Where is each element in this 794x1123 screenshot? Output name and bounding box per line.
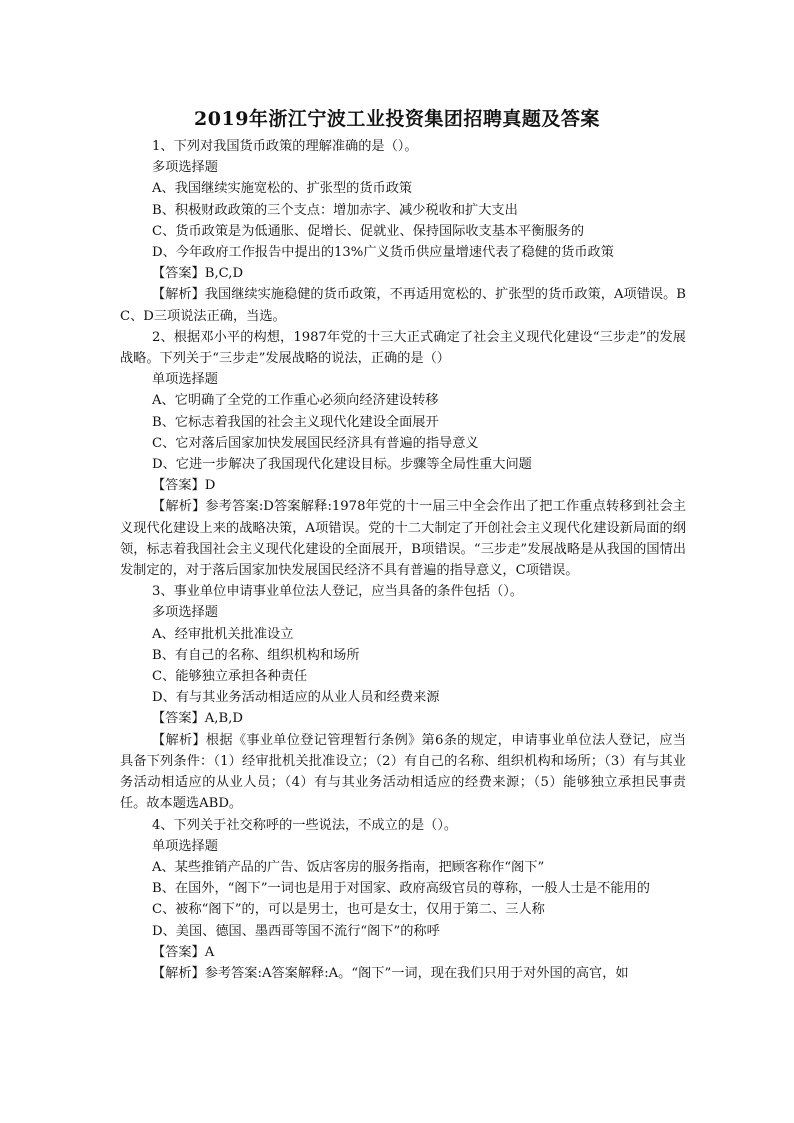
question-2-option-c: C、它对落后国家加快发展国民经济具有普遍的指导意义 bbox=[152, 435, 479, 451]
question-4-option-c: C、被称“阁下”的，可以是男士，也可是女士，仅用于第二、三人称 bbox=[152, 902, 545, 918]
question-3-option-d: D、有与其业务活动相适应的从业人员和经费来源 bbox=[152, 690, 440, 706]
question-4-option-b: B、在国外，“阁下”一词也是用于对国家、政府高级官员的尊称，一般人士是不能用的 bbox=[152, 881, 650, 897]
question-2-option-b: B、它标志着我国的社会主义现代化建设全面展开 bbox=[152, 414, 439, 430]
question-3-analysis: 【解析】根据《事业单位登记管理暂行条例》第6条的规定，申请事业单位法人登记，应当具备下列条件：（1）经审批机关批准设立；（2）有自己的名称、组织机构和场所；（3）有与其业务活动相适应的从业人员；（4）有与其业务活动相适应的经费来源；（5）能够独立承担民事责任。故本题选ABD。 bbox=[120, 732, 686, 812]
question-4-answer: 【答案】A bbox=[152, 944, 215, 960]
question-4-option-d: D、美国、德国、墨西哥等国不流行“阁下”的称呼 bbox=[152, 923, 440, 939]
question-1-option-c: C、货币政策是为低通胀、促增长、促就业、保持国际收支基本平衡服务的 bbox=[152, 223, 585, 239]
question-4-stem: 4、下列关于社交称呼的一些说法，不成立的是（）。 bbox=[152, 817, 458, 833]
question-4-analysis: 【解析】参考答案:A答案解释:A。“阁下”一词，现在我们只用于对外国的高官，如 bbox=[152, 965, 629, 981]
question-2-answer: 【答案】D bbox=[152, 478, 216, 494]
question-3-answer: 【答案】A,B,D bbox=[152, 711, 243, 727]
question-2-stem: 2、根据邓小平的构想，1987年党的十三大正式确定了社会主义现代化建设“三步走”的发展战略。下列关于“三步走”发展战略的说法，正确的是（） bbox=[120, 329, 686, 367]
question-2-option-d: D、它进一步解决了我国现代化建设目标。步骤等全局性重大问题 bbox=[152, 457, 532, 473]
question-2-type: 单项选择题 bbox=[152, 372, 218, 388]
question-1-option-a: A、我国继续实施宽松的、扩张型的货币政策 bbox=[152, 181, 413, 197]
document-body bbox=[120, 136, 686, 984]
question-1-type: 多项选择题 bbox=[152, 160, 218, 176]
question-1-option-b: B、积极财政政策的三个支点：增加赤字、减少税收和扩大支出 bbox=[152, 202, 518, 218]
question-3-option-c: C、能够独立承担各种责任 bbox=[152, 669, 308, 685]
question-3-option-a: A、经审批机关批准设立 bbox=[152, 626, 294, 642]
document-title: 2019年浙江宁波工业投资集团招聘真题及答案 bbox=[194, 108, 600, 130]
question-1-stem: 1、下列对我国货币政策的理解准确的是（）。 bbox=[152, 139, 418, 154]
question-3-type: 多项选择题 bbox=[152, 605, 218, 621]
question-1-analysis: 【解析】我国继续实施稳健的货币政策，不再适用宽松的、扩张型的货币政策，A项错误。BC、D三项说法正确，当选。 bbox=[120, 287, 686, 324]
question-1-option-d: D、今年政府工作报告中提出的13%广义货币供应量增速代表了稳健的货币政策 bbox=[152, 245, 614, 261]
question-4-type: 单项选择题 bbox=[152, 838, 218, 854]
question-3-stem: 3、事业单位申请事业单位法人登记，应当具备的条件包括（）。 bbox=[152, 584, 524, 600]
question-4-option-a: A、某些推销产品的广告、饭店客房的服务指南，把顾客称作“阁下” bbox=[152, 859, 545, 875]
question-1-answer: 【答案】B,C,D bbox=[152, 266, 244, 282]
question-2-option-a: A、它明确了全党的工作重心必须向经济建设转移 bbox=[152, 393, 439, 409]
question-3-option-b: B、有自己的名称、组织机构和场所 bbox=[152, 647, 360, 663]
question-2-analysis: 【解析】参考答案:D答案解释:1978年党的十一届三中全会作出了把工作重点转移到社会主义现代化建设上来的战略决策，A项错误。党的十二大制定了开创社会主义现代化建设新局面的纲领，标志着我国社会主义现代化建设的全面展开，B项错误。“三步走”发展战略是从我国的国情出发制定的，对于落后国家加快发展国民经济不具有普遍的指导意义，C项错误。 bbox=[120, 499, 686, 579]
